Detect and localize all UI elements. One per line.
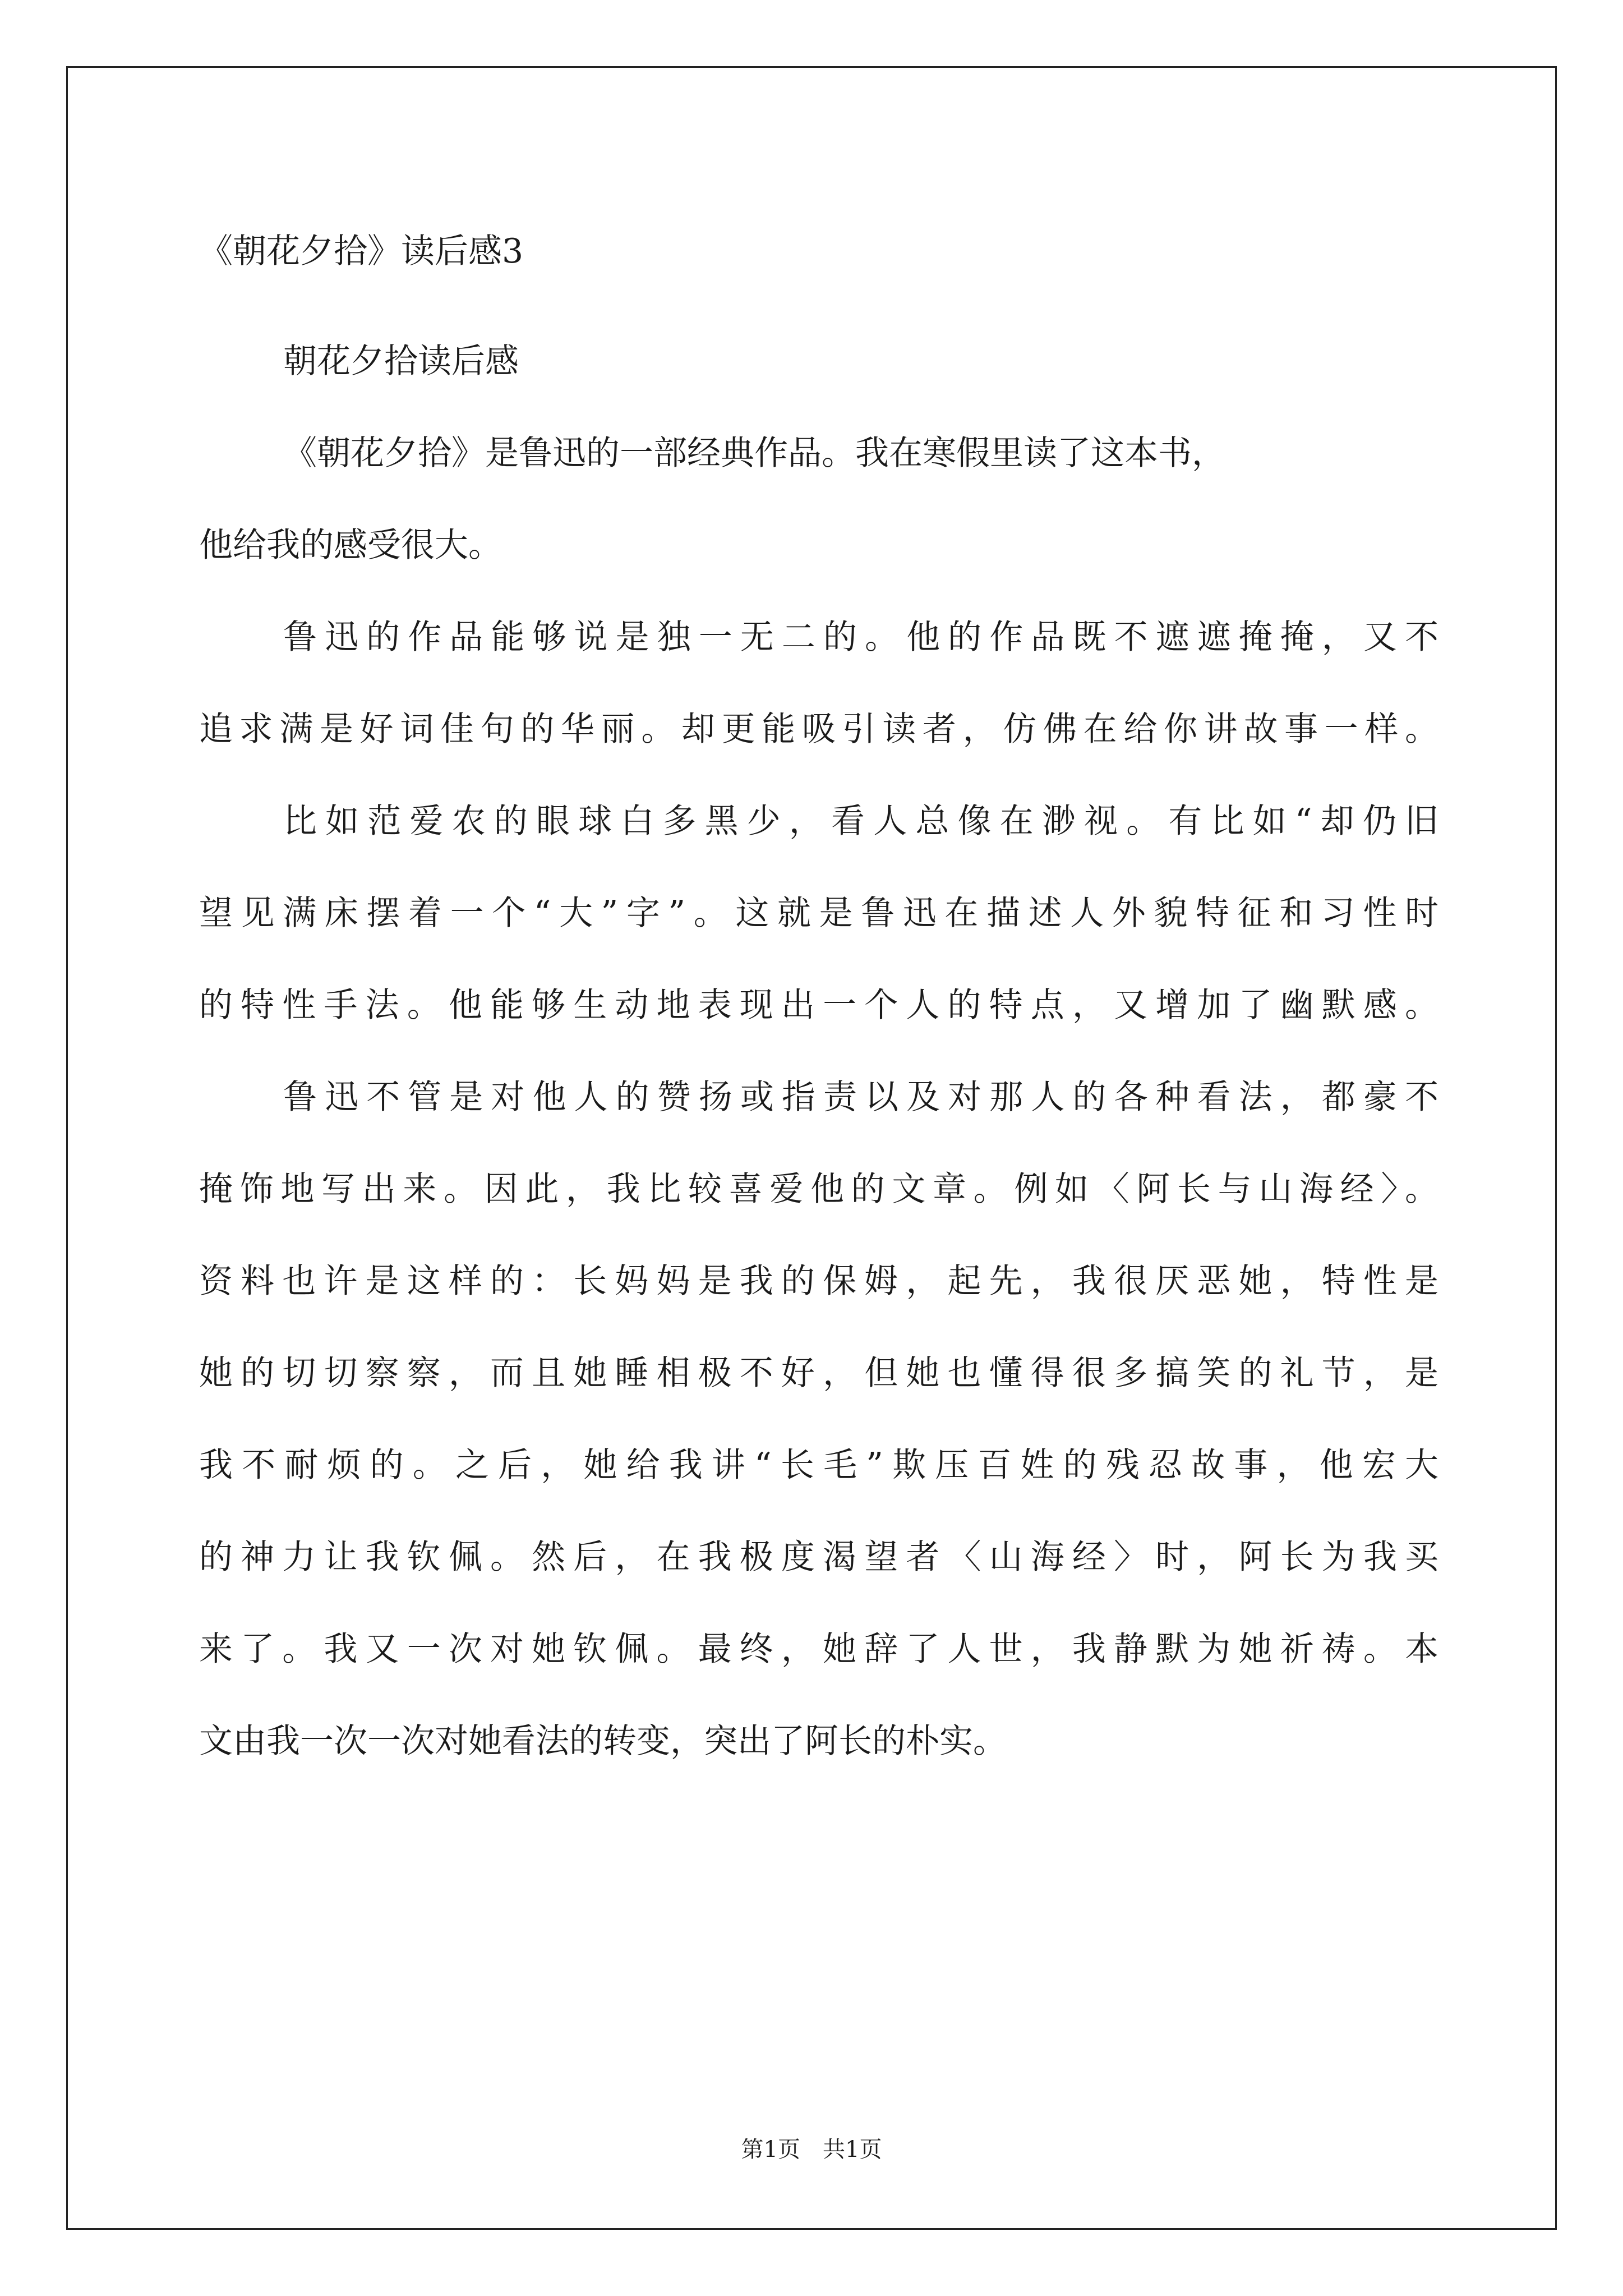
paragraph-1-line-2: 他给我的感受很大。 <box>199 526 502 565</box>
page-footer <box>0 2133 1623 2166</box>
document-subtitle: 朝花夕拾读后感 <box>283 342 519 381</box>
paragraph-4-line-5: 我不耐烦的。之后，她给我讲“长毛”欺压百姓的残忍故事，他宏大 <box>199 1446 1438 1485</box>
paragraph-2-line-1: 鲁迅的作品能够说是独一无二的。他的作品既不遮遮掩掩，又不 <box>283 618 1438 657</box>
paragraph-4-line-4: 她的切切察察，而且她睡相极不好，但她也懂得很多搞笑的礼节，是 <box>199 1354 1438 1393</box>
paragraph-2-line-2: 追求满是好词佳句的华丽。却更能吸引读者，仿佛在给你讲故事一样。 <box>199 710 1438 749</box>
paragraph-3-line-3: 的特性手法。他能够生动地表现出一个人的特点，又增加了幽默感。 <box>199 986 1438 1025</box>
paragraph-4-line-8: 文由我一次一次对她看法的转变，突出了阿长的朴实。 <box>199 1722 1007 1761</box>
paragraph-4-line-7: 来了。我又一次对她钦佩。最终，她辞了人世，我静默为她祈祷。本 <box>199 1630 1438 1669</box>
paragraph-4-line-2: 掩饰地写出来。因此，我比较喜爱他的文章。例如〈阿长与山海经〉。 <box>199 1170 1438 1209</box>
paragraph-4-line-1: 鲁迅不管是对他人的赞扬或指责以及对那人的各种看法，都豪不 <box>283 1078 1438 1117</box>
page-border <box>66 66 1557 2230</box>
paragraph-1-line-1: 《朝花夕拾》是鲁迅的一部经典作品。我在寒假里读了这本书， <box>283 434 1225 473</box>
paragraph-4-line-3: 资料也许是这样的：长妈妈是我的保姆，起先，我很厌恶她，特性是 <box>199 1262 1438 1301</box>
paragraph-3-line-1: 比如范爱农的眼球白多黑少，看人总像在渺视。有比如“却仍旧 <box>283 802 1438 841</box>
page-number: 第1页 <box>741 2137 800 2162</box>
document-title: 《朝花夕拾》读后感3 <box>199 232 524 271</box>
page-total: 共1页 <box>823 2137 882 2162</box>
paragraph-4-line-6: 的神力让我钦佩。然后，在我极度渴望者〈山海经〉时，阿长为我买 <box>199 1538 1438 1577</box>
paragraph-3-line-2: 望见满床摆着一个“大”字”。这就是鲁迅在描述人外貌特征和习性时 <box>199 894 1438 933</box>
